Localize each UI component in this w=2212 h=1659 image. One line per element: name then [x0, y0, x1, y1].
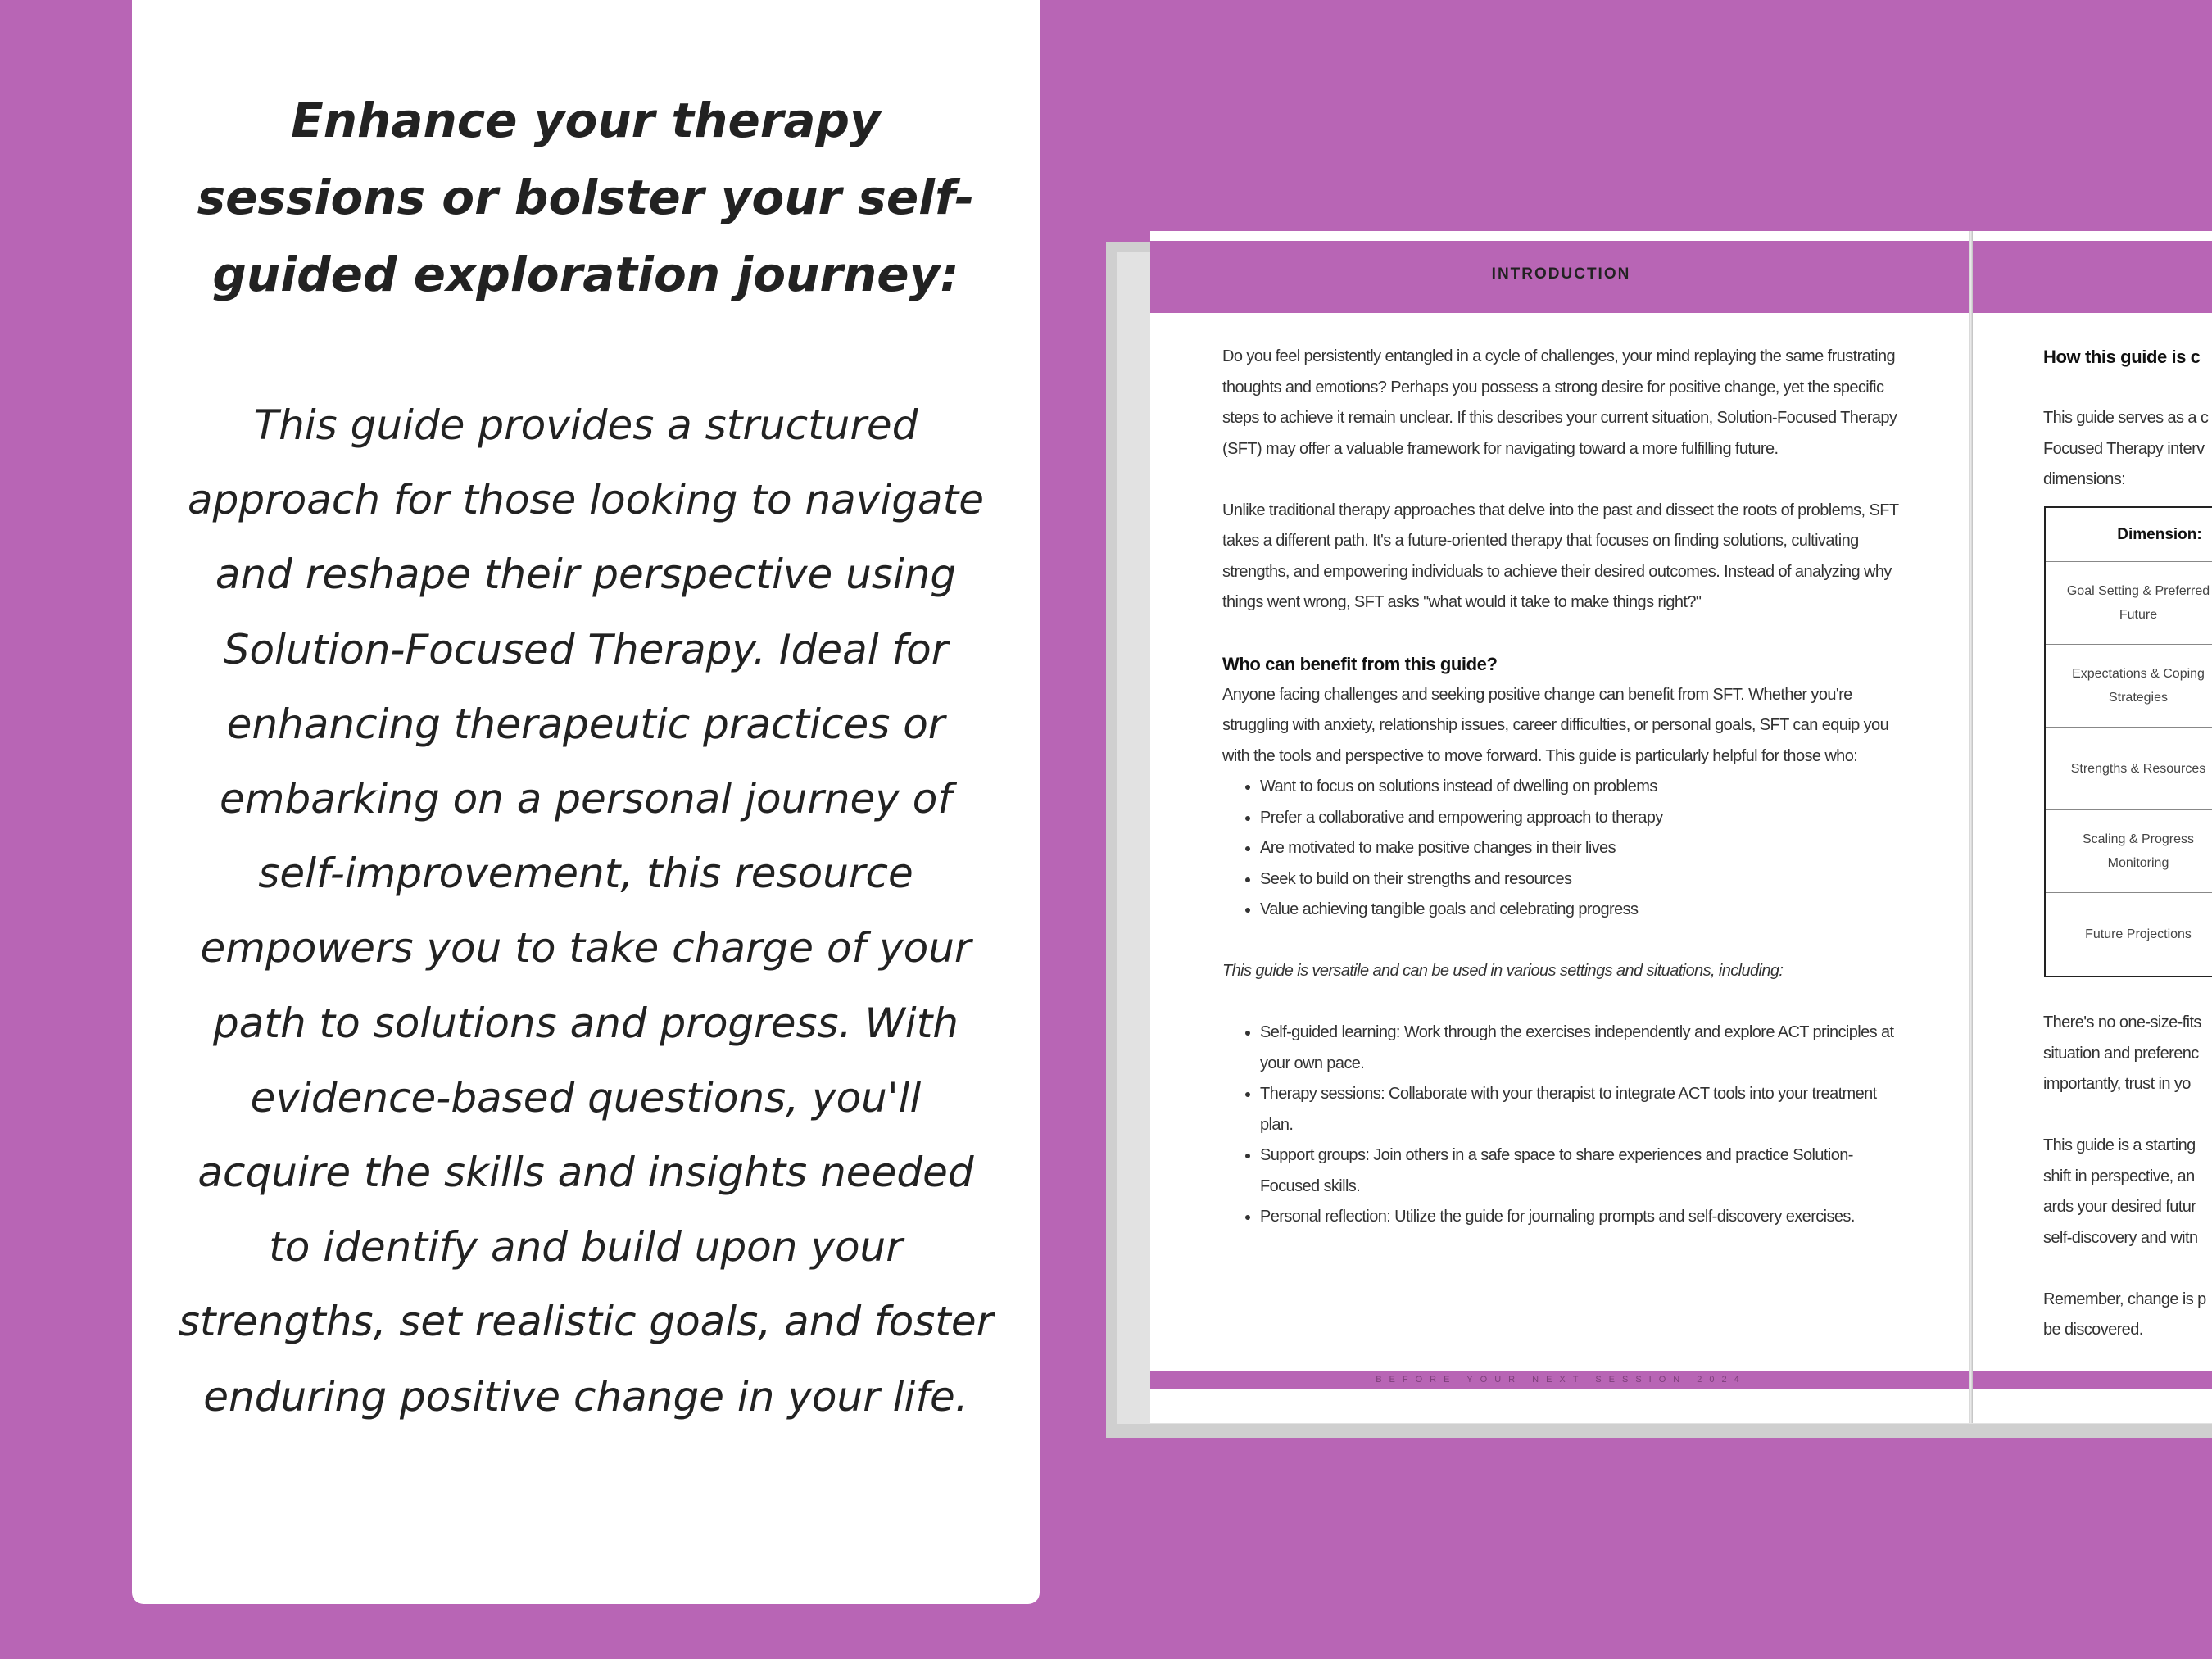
list-item: • Therapy sessions: Collaborate with your therapist to integrate ACT tools into your treatment plan. — [1260, 1079, 1911, 1140]
list-item: • Value achieving tangible goals and celebrating progress — [1260, 895, 1911, 926]
table-row — [2046, 562, 2212, 645]
table-cell: Future Projections — [2085, 927, 2192, 941]
paragraph-b — [2043, 1131, 2212, 1253]
table-cell: Expectations & Coping Strategies — [2072, 667, 2205, 705]
text-line: situation and preferenc — [2043, 1044, 2199, 1063]
text-line: dimensions: — [2043, 470, 2126, 488]
text-line: importantly, trust in yo — [2043, 1075, 2191, 1093]
table-cell: Strengths & Resources — [2070, 761, 2206, 776]
intro-paragraph-2: Unlike traditional therapy approaches that delve into the past and dissect the roots of problems, SFT takes a different path. It's a future-oriented therapy that focuses on finding solutions, cultivating strengths, and empowering individuals to achieve their desired outcomes. Instead of analyzing why things went wrong, SFT asks "what would it take to make things right?" — [1222, 501, 1899, 611]
table-row — [2046, 893, 2212, 976]
promo-card — [132, 0, 1040, 1604]
paragraph-c — [2043, 1285, 2212, 1346]
list-item: • Support groups: Join others in a safe space to share experiences and practice Solution-Focused skills. — [1260, 1140, 1911, 1202]
list-item: • Seek to build on their strengths and resources — [1260, 864, 1911, 895]
page-header — [1150, 241, 1972, 313]
settings-list — [1222, 1018, 1911, 1233]
text-line: shift in perspective, an — [2043, 1167, 2195, 1185]
book-spine — [1969, 231, 1973, 1423]
text-line: Focused Therapy interv — [2043, 439, 2205, 458]
dimension-table — [2044, 506, 2212, 977]
text-line: There's no one-size-fits — [2043, 1013, 2201, 1031]
book-right-page — [1973, 231, 2212, 1423]
table-cell: Scaling & Progress Monitoring — [2082, 832, 2195, 870]
page-header — [1973, 241, 2212, 313]
text-line: Remember, change is p — [2043, 1290, 2206, 1308]
page-footer-text: BEFORE YOUR NEXT SESSION 2024 — [1376, 1375, 1747, 1385]
list-item: • Personal reflection: Utilize the guide for journaling prompts and self-discovery exercises. — [1260, 1202, 1911, 1233]
text-line: be discovered. — [2043, 1321, 2143, 1339]
paragraph-a — [2043, 1008, 2212, 1100]
book-mockup — [1106, 221, 2212, 1434]
table-row — [2046, 728, 2212, 810]
right-page-lower — [2043, 1008, 2212, 1376]
table-header: Dimension: — [2046, 508, 2212, 562]
who-benefits-paragraph: Anyone facing challenges and seeking positive change can benefit from SFT. Whether you're struggling with anxiety, relationship issues, career difficulties, or personal goals, SFT can equip you with the tools and perspective to move forward. This guide is particularly helpful for those who: — [1222, 685, 1889, 765]
list-item: • Self-guided learning: Work through the exercises independently and explore ACT principles at your own pace. — [1260, 1018, 1911, 1079]
intro-paragraph-1: Do you feel persistently entangled in a cycle of challenges, your mind replaying the same frustrating thoughts and emotions? Perhaps you possess a strong desire for positive change, yet the specific steps to achieve it remain unclear. If this describes your current situation, Solution-Focused Therapy (SFT) may offer a valuable framework for navigating toward a more fulfilling future. — [1222, 347, 1897, 458]
table-cell: Goal Setting & Preferred Future — [2066, 584, 2210, 622]
text-line: ards your desired futur — [2043, 1198, 2196, 1216]
table-row — [2046, 645, 2212, 728]
left-page-body — [1222, 342, 1911, 1263]
table-row — [2046, 810, 2212, 893]
list-item: • Want to focus on solutions instead of dwelling on problems — [1260, 772, 1911, 803]
right-page-body — [2043, 342, 2212, 496]
list-item: • Are motivated to make positive changes in their lives — [1260, 833, 1911, 864]
page-footer — [1973, 1371, 2212, 1389]
versatile-note: This guide is versatile and can be used in various settings and situations, including: — [1222, 962, 1784, 980]
page-footer — [1150, 1371, 1972, 1389]
structure-heading: How this guide is c — [2043, 347, 2201, 367]
headline: Enhance your therapy sessions or bolster your self-guided exploration journey: — [197, 93, 975, 302]
text-line: self-discovery and witn — [2043, 1228, 2198, 1247]
page-header-title: INTRODUCTION — [1491, 265, 1631, 283]
structure-intro — [2043, 403, 2212, 496]
text-line: This guide serves as a c — [2043, 409, 2209, 427]
book-left-page — [1150, 231, 1972, 1423]
text-line: This guide is a starting — [2043, 1136, 2196, 1154]
who-benefits-heading: Who can benefit from this guide? — [1222, 654, 1498, 674]
description: This guide provides a structured approach for those looking to navigate and reshape their perspective using Solution-Focused Therapy. Ideal for enhancing therapeutic practices or embarking on a personal journey of self-improvement, this resource empowers you to take charge of your path to solutions and progress. With evidence-based questions, you'll acquire the skills and insights needed to identify and build upon your strengths, set realistic goals, and foster enduring positive change in your life. — [178, 401, 994, 1421]
benefit-list — [1222, 772, 1911, 926]
list-item: • Prefer a collaborative and empowering approach to therapy — [1260, 803, 1911, 834]
